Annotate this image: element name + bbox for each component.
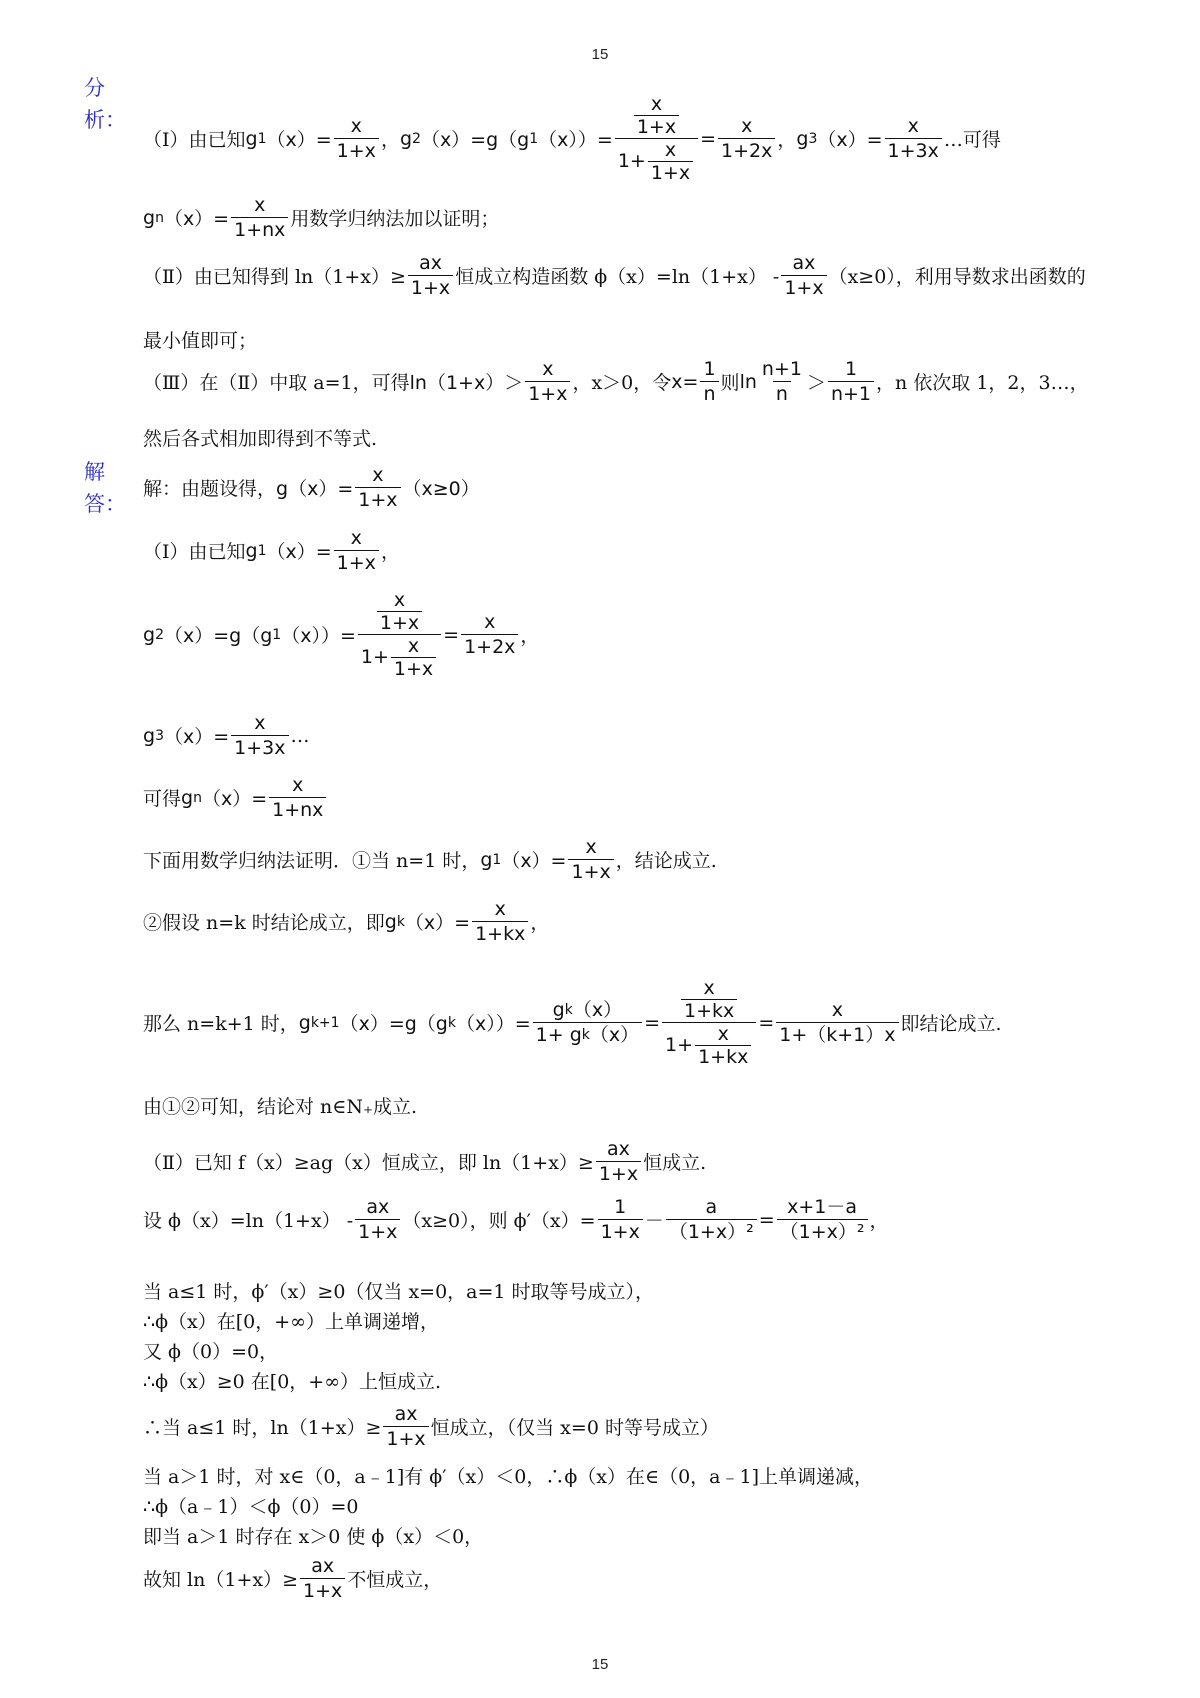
solution-line-14: 又 ϕ（0）=0，	[143, 1341, 279, 1363]
math-gn: g n （x）=	[143, 206, 230, 230]
minus: －	[644, 1210, 664, 1232]
fraction: g k （x） 1+ g k （x）	[533, 999, 642, 1046]
solution-line-10	[143, 1138, 706, 1185]
page-number-bottom: 15	[591, 1656, 609, 1673]
text: 那么 n=k+1 时，	[143, 1013, 299, 1035]
text: …	[290, 724, 310, 747]
compound-fraction: $\frac{x}{1+x}$ 1+ $\frac{x}{1+x}$	[358, 590, 441, 679]
math-g3: g 3 （x）=	[796, 127, 883, 151]
math: （x≥0）	[402, 478, 480, 500]
fraction: $\frac{x}{1+x}$	[334, 115, 379, 162]
fraction: $\frac{ax}{1+x}$	[383, 1403, 428, 1450]
math-g1: g 1 （x）=	[245, 539, 332, 563]
solution-line-5	[143, 774, 328, 821]
text: 设 ϕ（x）=ln（1+x） -	[143, 1210, 354, 1232]
math: g（x）=	[276, 478, 354, 500]
fraction: $\frac{x}{1+x}$	[568, 836, 613, 883]
math-gk1: g k+1 （x）=g（g k （x））=	[298, 1011, 531, 1035]
solution-line-18: ∴ϕ（a﹣1）＜ϕ（0）=0	[143, 1496, 359, 1518]
fraction: $\frac{1}{1+x}$	[598, 1196, 643, 1243]
solution-line-17: 当 a＞1 时，对 x∈（0，a﹣1]有 ϕ′（x）＜0，∴ϕ（x）在∈（0，a﹣1]上单调递减，	[143, 1466, 873, 1488]
solution-line-8	[143, 978, 1002, 1067]
solution-line-19: 即当 a＞1 时存在 x＞0 使 ϕ（x）＜0，	[143, 1526, 484, 1548]
fraction: $\frac{1}{n+1}$	[828, 358, 874, 405]
text: ，	[380, 129, 400, 151]
solution-line-6	[143, 836, 717, 883]
equals: =	[758, 1208, 775, 1231]
solution-line-2	[143, 527, 400, 574]
text: 可得	[143, 788, 182, 810]
compound-fraction: $\frac{x}{1+x}$ 1+ $\frac{x}{1+x}$	[615, 94, 698, 183]
math-g1: g 1 （x）=	[245, 127, 332, 151]
solution-line-4	[143, 712, 310, 759]
solution-line-12: 当 a≤1 时，ϕ′（x）≥0（仅当 x=0，a=1 时取等号成立），	[143, 1281, 655, 1303]
text: 不恒成立，	[347, 1569, 443, 1591]
text: 则	[720, 372, 740, 394]
solution-line-9: 由①②可知，结论对 n∈N₊成立.	[143, 1096, 418, 1118]
math-gn: g n （x）=	[181, 786, 268, 810]
fraction: $\frac{ax}{1+x}$	[300, 1555, 345, 1602]
fraction: $\frac{x}{1+3x}$	[231, 712, 288, 759]
fraction: $\frac{x}{1+3x}$	[885, 115, 942, 162]
equals: =	[644, 1011, 661, 1034]
fraction: $\frac{ax}{1+x}$	[408, 252, 453, 299]
text: （Ⅱ）已知 f（x）≥ag（x）恒成立，即 ln（1+x）≥	[143, 1152, 594, 1174]
text: （Ⅲ）在（Ⅱ）中取 a=1，可得	[143, 372, 410, 394]
solution-line-1	[143, 464, 480, 511]
fraction: $\frac{x}{1+(k+1)x}$	[776, 999, 898, 1046]
text: 恒成立，（仅当 x=0 时等号成立）	[430, 1417, 719, 1439]
solution-line-15: ∴ϕ（x）≥0 在[0，+∞）上恒成立.	[143, 1371, 442, 1393]
fraction: $\frac{ax}{1+x}$	[596, 1138, 641, 1185]
text: （Ⅱ）由已知得到 ln（1+x）≥	[143, 266, 406, 288]
analysis-line-4: 最小值即可；	[143, 330, 258, 352]
text: （x≥0），利用导数求出函数的	[828, 266, 1086, 288]
fraction: $\frac{ax}{1+x}$	[781, 252, 826, 299]
math-g3: g 3 （x）=	[143, 724, 230, 748]
equals: =	[700, 127, 717, 150]
text: （Ⅰ）由已知	[143, 541, 246, 563]
text: ，x＞0，令	[572, 372, 672, 394]
analysis-label: 分析：	[84, 76, 126, 132]
text: ，	[380, 541, 400, 563]
solution-line-7	[143, 898, 549, 945]
math-g2: g 2 （x）=g（g 1 （x））=	[143, 623, 356, 647]
analysis-line-3	[143, 252, 1086, 299]
analysis-line-5	[143, 358, 1089, 405]
text: ，	[520, 625, 540, 647]
math: ln	[739, 370, 757, 393]
fraction: $\frac{x}{1+x}$	[334, 527, 379, 574]
text: ，	[869, 1210, 889, 1232]
math: x=	[671, 370, 699, 393]
text: ∴当 a≤1 时，ln（1+x）≥	[143, 1417, 382, 1439]
fraction: $\frac{1}{n}$	[700, 358, 718, 405]
text: 故知 ln（1+x）≥	[143, 1569, 298, 1591]
text: 用数学归纳法加以证明；	[290, 208, 500, 230]
solution-line-11	[143, 1196, 889, 1243]
compound-fraction: $\frac{x}{1+kx}$ 1+ $\frac{x}{1+kx}$	[662, 978, 756, 1067]
text: （x≥0），则 ϕ′（x）=	[402, 1210, 596, 1232]
fraction: $\frac{x}{1+2x}$	[718, 115, 775, 162]
text: ，	[777, 129, 797, 151]
fraction: $\frac{x}{1+nx}$	[231, 194, 288, 241]
solution-line-20	[143, 1555, 442, 1602]
math: ln（1+x）＞	[409, 372, 524, 394]
equals: =	[758, 1011, 775, 1034]
analysis-line-2	[143, 194, 499, 241]
text: 恒成立构造函数 ϕ（x）=ln（1+x） -	[455, 266, 780, 288]
text: ②假设 n=k 时结论成立，即	[143, 912, 385, 934]
fraction: $\frac{x}{1+nx}$	[269, 774, 326, 821]
solution-line-16	[143, 1403, 719, 1450]
math: ＞	[806, 372, 826, 394]
fraction: $\frac{x}{1+2x}$	[461, 611, 518, 658]
math-g2: g 2 （x）=g（g 1 （x））=	[399, 127, 613, 151]
solution-line-13: ∴ϕ（x）在[0，+∞）上单调递增，	[143, 1311, 440, 1333]
solution-label: 解答：	[84, 460, 126, 516]
text: ，	[530, 912, 550, 934]
text: 恒成立.	[643, 1152, 707, 1174]
page-number-top: 15	[591, 46, 609, 63]
fraction: $\frac{x}{1+kx}$	[472, 898, 528, 945]
fraction: $\frac{x+1-a}{\text{（1+x）²}}$	[777, 1196, 868, 1243]
math-g1: g 1 （x）=	[480, 848, 567, 872]
text: 下面用数学归纳法证明．①当 n=1 时，	[143, 850, 481, 872]
text: ，n 依次取 1，2，3…，	[876, 372, 1089, 394]
fraction: $\frac{ax}{1+x}$	[355, 1196, 400, 1243]
text: 即结论成立.	[900, 1013, 1002, 1035]
fraction: $\frac{n+1}{n}$	[761, 358, 802, 405]
text: （Ⅰ）由已知	[143, 129, 246, 151]
analysis-line-1	[143, 94, 1001, 183]
solution-line-3	[143, 590, 539, 679]
fraction: $\frac{a}{\text{（1+x）²}}$	[666, 1196, 757, 1243]
math-gk: g k （x）=	[384, 910, 471, 934]
fraction: $\frac{x}{1+x}$	[355, 464, 400, 511]
equals: =	[443, 623, 460, 646]
text: ，结论成立.	[615, 850, 717, 872]
text: …可得	[943, 129, 1001, 151]
analysis-line-6: 然后各式相加即得到不等式.	[143, 428, 378, 450]
text: 解：由题设得，	[143, 478, 277, 500]
fraction: $\frac{x}{1+x}$	[525, 358, 570, 405]
